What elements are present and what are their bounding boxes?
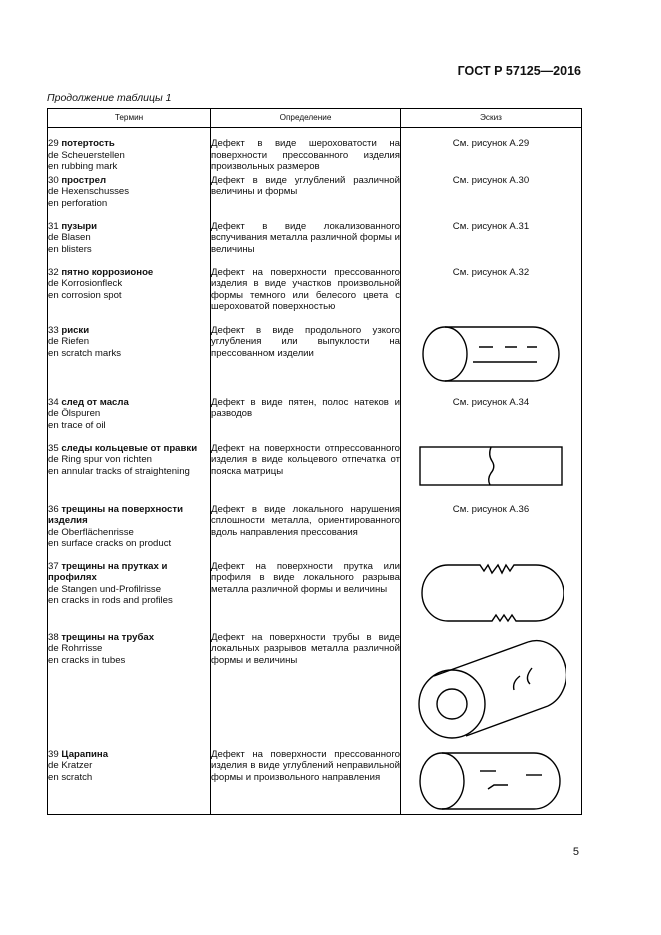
definition-text: Дефект на поверхности трубы в виде локальных разрывов металла различной формы и величины: [211, 632, 401, 749]
figure-reference: См. рисунок А.32: [452, 266, 530, 278]
term-name: Царапина: [61, 748, 109, 760]
term-number: 32: [48, 266, 59, 278]
term-de: de Blasen: [48, 232, 91, 244]
term-de: de Rohrrisse: [48, 643, 103, 655]
term-name: трещины на трубах: [61, 631, 155, 643]
term-name: риски: [61, 324, 90, 336]
column-header-term: Термин: [48, 109, 211, 128]
term-de: de Hexenschusses: [48, 186, 130, 198]
definition-text: Дефект на поверхности прутка или профиля в виде локального разрыва металла различной формы и величины: [211, 561, 401, 632]
definition-text: Дефект в виде углублений различной величины и формы: [211, 175, 401, 221]
term-number: 31: [48, 220, 59, 232]
figure-reference: См. рисунок А.30: [452, 174, 530, 186]
term-number: 35: [48, 442, 59, 454]
term-de: de Riefen: [48, 336, 90, 348]
term-name: следы кольцевые от правки: [61, 442, 198, 454]
definition-text: Дефект в виде шероховатости на поверхности прессованного изделия произвольных размеров: [211, 128, 401, 175]
table-row: [48, 504, 582, 561]
figure-reference: См. рисунок А.36: [452, 503, 530, 515]
table-row: [48, 443, 582, 504]
term-de: de Scheuerstellen: [48, 149, 125, 161]
table-row: [48, 632, 582, 749]
term-en: en scratch marks: [48, 347, 122, 359]
term-en: en perforation: [48, 197, 108, 209]
definition-text: Дефект на поверхности отпрессованного изделия в виде кольцевого отпечатка от пояска матрицы: [211, 443, 401, 504]
rod-cracks-sketch-icon: [418, 561, 564, 625]
term-number: 36: [48, 503, 59, 515]
table-row: [48, 175, 582, 221]
standard-number: ГОСТ Р 57125—2016: [457, 64, 581, 78]
figure-reference: См. рисунок А.34: [452, 396, 530, 408]
term-number: 38: [48, 631, 59, 643]
defects-table: [47, 108, 582, 815]
term-de: de Stangen und-Profilrisse: [48, 583, 162, 595]
table-row: [48, 325, 582, 397]
term-en: en cracks in tubes: [48, 654, 126, 666]
term-name: прострел: [61, 174, 107, 186]
definition-text: Дефект в виде пятен, полос натеков и разводов: [211, 397, 401, 443]
definition-text: Дефект в виде локализованного вспучивания металла различной формы и величины: [211, 221, 401, 267]
definition-text: Дефект в виде локального нарушения сплошности металла, ориентированного вдоль направления прессования: [211, 504, 401, 561]
term-en: en trace of oil: [48, 419, 106, 431]
term-en: en blisters: [48, 243, 92, 255]
term-number: 33: [48, 324, 59, 336]
term-de: de Oberflächenrisse: [48, 526, 134, 538]
table-row: [48, 397, 582, 443]
table-row: [48, 267, 582, 325]
table-header-row: [48, 109, 582, 128]
table-row: [48, 221, 582, 267]
term-name: потертость: [61, 138, 115, 149]
term-number: 30: [48, 174, 59, 186]
scratch-marks-sketch-icon: [421, 325, 561, 387]
annular-tracks-sketch-icon: [416, 443, 566, 489]
term-number: 34: [48, 396, 59, 408]
tube-cracks-sketch-icon: [416, 632, 566, 740]
figure-reference: См. рисунок А.31: [452, 220, 530, 232]
term-en: en rubbing mark: [48, 161, 118, 173]
term-name: трещины на прутках и профилях: [48, 560, 168, 584]
definition-text: Дефект на поверхности прессованного изделия в виде углублений неправильной формы и произвольного направления: [211, 749, 401, 815]
term-de: de Korrosionfleck: [48, 278, 123, 290]
definition-text: Дефект в виде продольного узкого углубления или выпуклости на прессованном изделии: [211, 325, 401, 397]
figure-reference: См. рисунок А.29: [452, 138, 530, 149]
term-de: de Kratzer: [48, 760, 93, 772]
table-row: [48, 128, 582, 175]
term-en: en annular tracks of straightening: [48, 465, 190, 477]
term-number: 29: [48, 138, 59, 149]
column-header-sketch: Эскиз: [401, 109, 582, 128]
table-row: [48, 561, 582, 632]
term-number: 39: [48, 748, 59, 760]
scratch-sketch-icon: [418, 749, 564, 813]
term-en: en corrosion spot: [48, 289, 122, 301]
definition-text: Дефект на поверхности прессованного изделия в виде участков произвольной формы темного или белесого цвета с шероховатой поверхностью: [211, 267, 401, 325]
table-row: [48, 749, 582, 815]
term-number: 37: [48, 560, 59, 572]
table-caption: Продолжение таблицы 1: [47, 92, 172, 104]
term-name: пузыри: [61, 220, 98, 232]
term-de: de Ölspuren: [48, 408, 101, 420]
term-name: след от масла: [61, 396, 129, 408]
column-header-definition: Определение: [211, 109, 401, 128]
page-number: 5: [572, 846, 579, 858]
term-en: en scratch: [48, 771, 93, 783]
term-en: en surface cracks on product: [48, 538, 172, 550]
term-name: пятно коррозионое: [61, 266, 154, 278]
term-de: de Ring spur von richten: [48, 454, 152, 466]
term-en: en cracks in rods and profiles: [48, 595, 173, 607]
term-name: трещины на поверхности изделия: [48, 503, 183, 527]
